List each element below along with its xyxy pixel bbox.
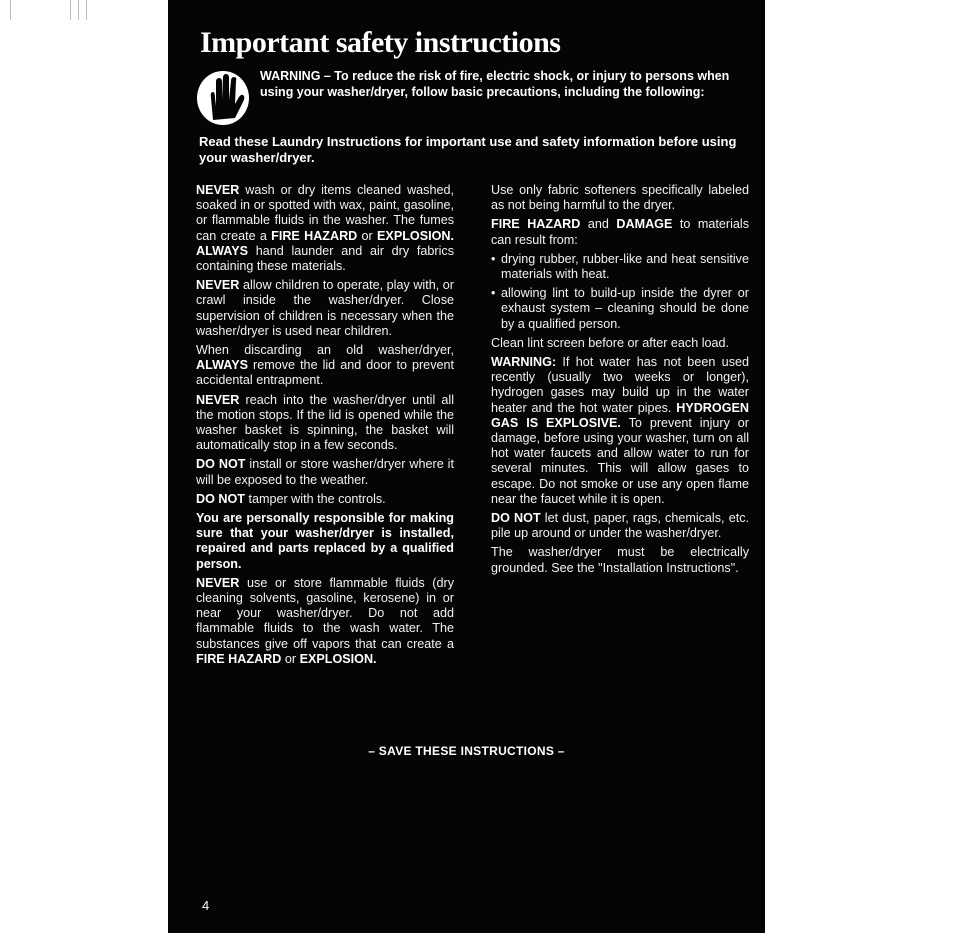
paragraph: WARNING: If hot water has not been used recently (usually two weeks or longer), hydrogen gases may build up in the water heater and the hot water pipes. HYDROGEN GAS IS EXPLOSIVE. To prevent injury or damage, before using your washer, turn on all hot water faucets and allow water to run for several minutes. This will allow gases to escape. Do not smoke or use any open flame near the faucet while it is open. [491, 355, 750, 506]
page-number: 4 [202, 898, 210, 913]
paragraph: DO NOT tamper with the controls. [196, 491, 386, 506]
paragraph: Clean lint screen before or after each load. [491, 335, 730, 350]
paragraph: The washer/dryer must be electrically grounded. See the "Installation Instructions". [491, 545, 749, 575]
bullet-icon: • [491, 286, 496, 301]
page-title: Important safety instructions [200, 26, 561, 59]
hand-warning-icon [194, 68, 254, 128]
paragraph: FIRE HAZARD and DAMAGE to materials can result from: [491, 217, 749, 247]
paragraph: NEVER reach into the washer/dryer until all the motion stops. If the lid is opened while the washer basket is spinning, the basket will automatically stop in a few seconds. [196, 392, 454, 453]
left-column [196, 183, 454, 671]
bullet-icon: • [491, 251, 496, 266]
right-column [491, 183, 749, 580]
save-instructions-footer: – SAVE THESE INSTRUCTIONS – [368, 744, 565, 758]
manual-page [168, 0, 765, 933]
paragraph: NEVER wash or dry items cleaned washed, soaked in or spotted with wax, paint, gasoline, or flammable fluids in the washer. The fumes can create a FIRE HAZARD or EXPLOSION. ALWAYS hand launder and air dry fabrics containing these materials. [196, 183, 455, 274]
warning-heading: WARNING – To reduce the risk of fire, electric shock, or injury to persons when using your washer/dryer, follow basic precautions, including the following: [260, 69, 730, 99]
paragraph: DO NOT let dust, paper, rags, chemicals, etc. pile up around or under the washer/dryer. [491, 511, 749, 541]
paragraph: NEVER allow children to operate, play with, or crawl inside the washer/dryer. Close supervision of children is necessary when the washer/dryer is used near children. [196, 278, 454, 338]
paragraph: Use only fabric softeners specifically labeled as not being harmful to the dryer. [491, 183, 749, 213]
paragraph: You are personally responsible for making sure that your washer/dryer is installed, repaired and parts replaced by a qualified person. [196, 511, 454, 571]
bullet-list [491, 252, 749, 332]
list-item: • drying rubber, rubber-like and heat sensitive materials with heat. [491, 251, 749, 282]
scan-edge-marks [0, 0, 100, 20]
paragraph: DO NOT install or store washer/dryer where it will be exposed to the weather. [196, 457, 454, 487]
paragraph: When discarding an old washer/dryer, ALWAYS remove the lid and door to prevent accidental entrapment. [196, 343, 454, 388]
list-item: • allowing lint to build-up inside the dyrer or exhaust system – cleaning should be done by a qualified person. [491, 286, 749, 331]
paragraph: NEVER use or store flammable fluids (dry cleaning solvents, gasoline, kerosene) in or near your washer/dryer. Do not add flammable fluids to the wash water. The substances give off vapors that can create a FIRE HAZARD or EXPLOSION. [196, 575, 454, 666]
intro-text: Read these Laundry Instructions for important use and safety information before using your washer/dryer. [199, 134, 737, 165]
